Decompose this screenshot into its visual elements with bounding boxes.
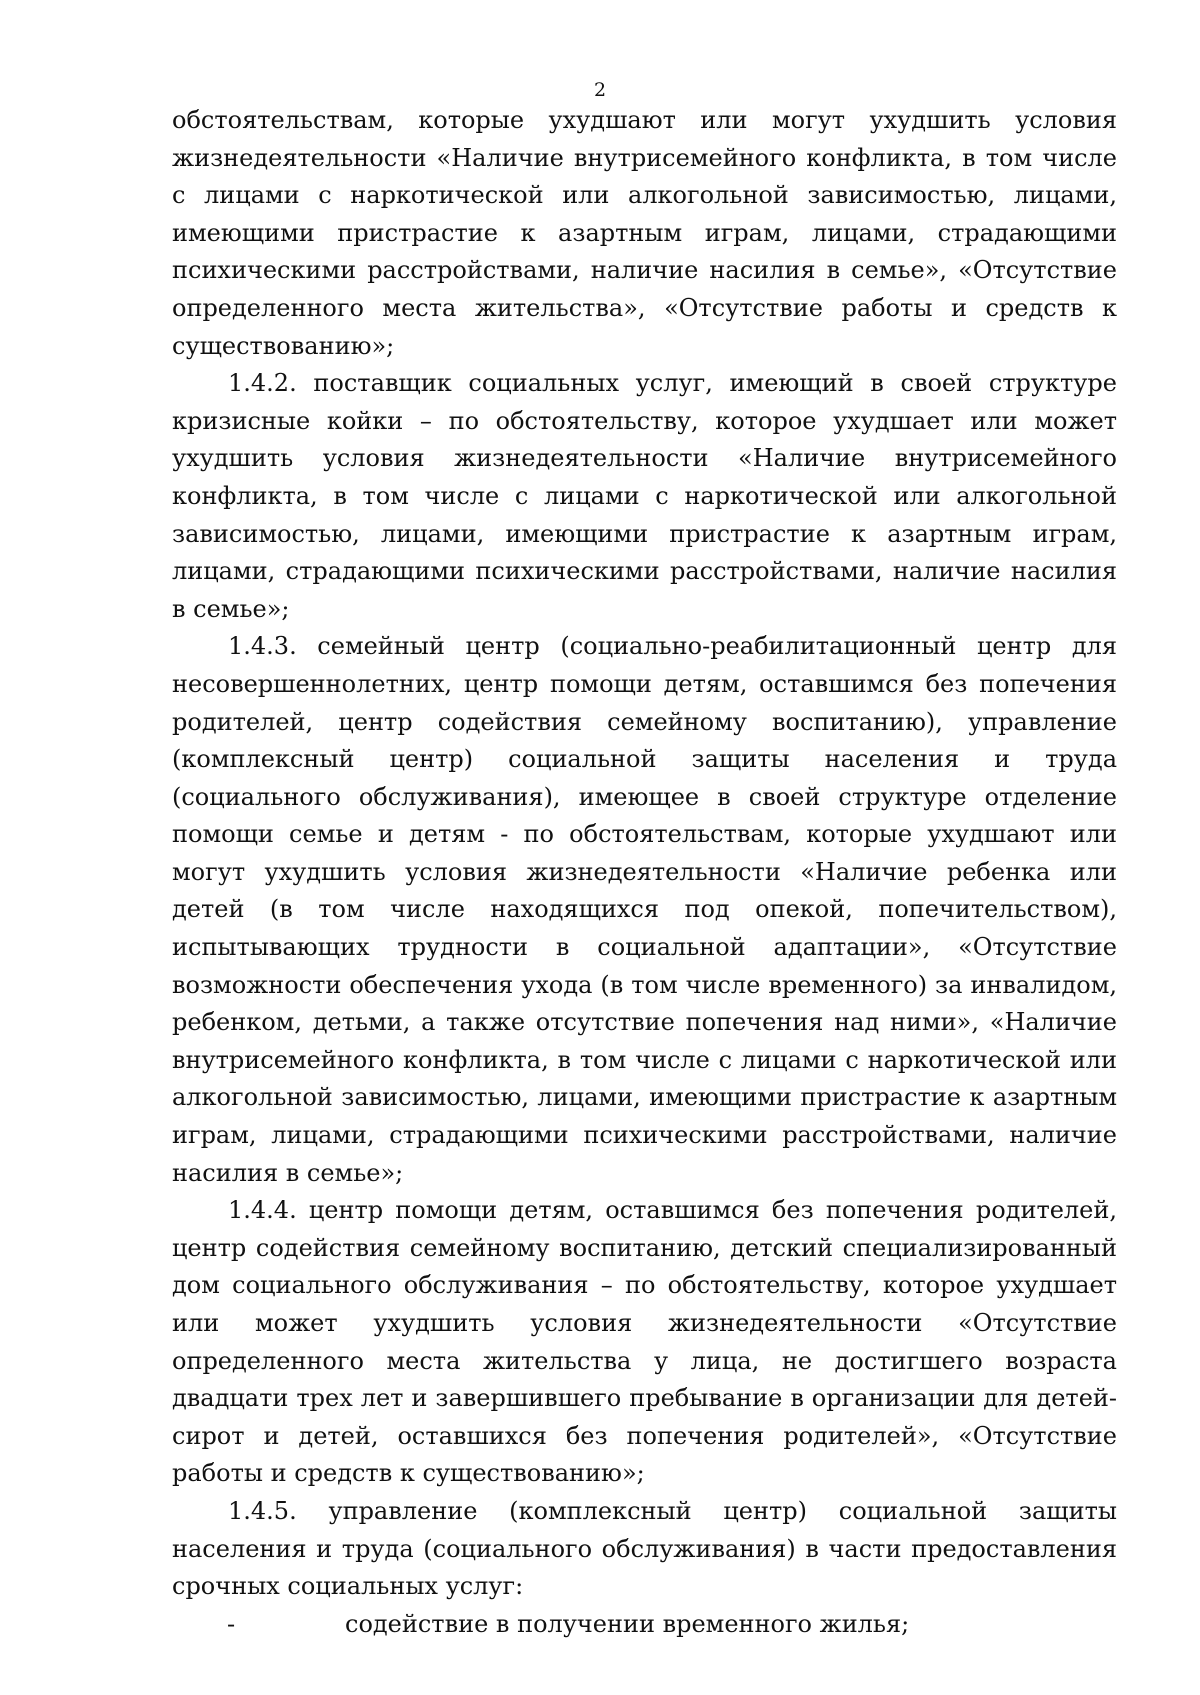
list-bullet-marker: - xyxy=(227,1609,236,1638)
document-body xyxy=(172,102,1117,1643)
paragraph-1-4-3: 1.4.3. семейный центр (социально-реабилитационный центр для несовершеннолетних, центр помощи детям, оставшимся без попечения родителей, центр содействия семейному воспитанию), управление (комплексный центр) социальной защиты населения и труда (социального обслуживания), имеющее в своей структуре отделение помощи семье и детям - по обстоятельствам, которые ухудшают или могут ухудшить условия жизнедеятельности «Наличие ребенка или детей (в том числе находящихся под опекой, попечительством), испытывающих трудности в социальной адаптации», «Отсутствие возможности обеспечения ухода (в том числе временного) за инвалидом, ребенком, детьми, а также отсутствие попечения над ними», «Наличие внутрисемейного конфликта, в том числе с лицами с наркотической или алкогольной зависимостью, лицами, имеющими пристрастие к азартным играм, лицами, страдающими психическими расстройствами, наличие насилия в семье»; xyxy=(172,632,1117,1187)
paragraph-1-4-2: 1.4.2. поставщик социальных услуг, имеющий в своей структуре кризисные койки – по обстоятельству, которое ухудшает или может ухудшить условия жизнедеятельности «Наличие внутрисемейного конфликта, в том числе с лицами с наркотической или алкогольной зависимостью, лицами, имеющими пристрастие к азартным играм, лицами, страдающими психическими расстройствами, наличие насилия в семье»; xyxy=(172,369,1117,623)
page-number: 2 xyxy=(593,79,607,101)
paragraph-1-4-4: 1.4.4. центр помощи детям, оставшимся без попечения родителей, центр содействия семейному воспитанию, детский специализированный дом социального обслуживания – по обстоятельству, которое ухудшает или может ухудшить условия жизнедеятельности «Отсутствие определенного места жительства у лица, не достигшего возраста двадцати трех лет и завершившего пребывание в организации для детей-сирот и детей, оставшихся без попечения родителей», «Отсутствие работы и средств к существованию»; xyxy=(172,1196,1117,1488)
list-item-text: содействие в получении временного жилья; xyxy=(345,1609,910,1638)
list-item xyxy=(172,1606,1117,1644)
paragraph-continuation: обстоятельствам, которые ухудшают или могут ухудшить условия жизнедеятельности «Наличие внутрисемейного конфликта, в том числе с лицами с наркотической или алкогольной зависимостью, лицами, имеющими пристрастие к азартным играм, лицами, страдающими психическими расстройствами, наличие насилия в семье», «Отсутствие определенного места жительства», «Отсутствие работы и средств к существованию»; xyxy=(172,106,1117,360)
paragraph-1-4-5: 1.4.5. управление (комплексный центр) социальной защиты населения и труда (социального обслуживания) в части предоставления срочных социальных услуг: xyxy=(172,1496,1117,1601)
